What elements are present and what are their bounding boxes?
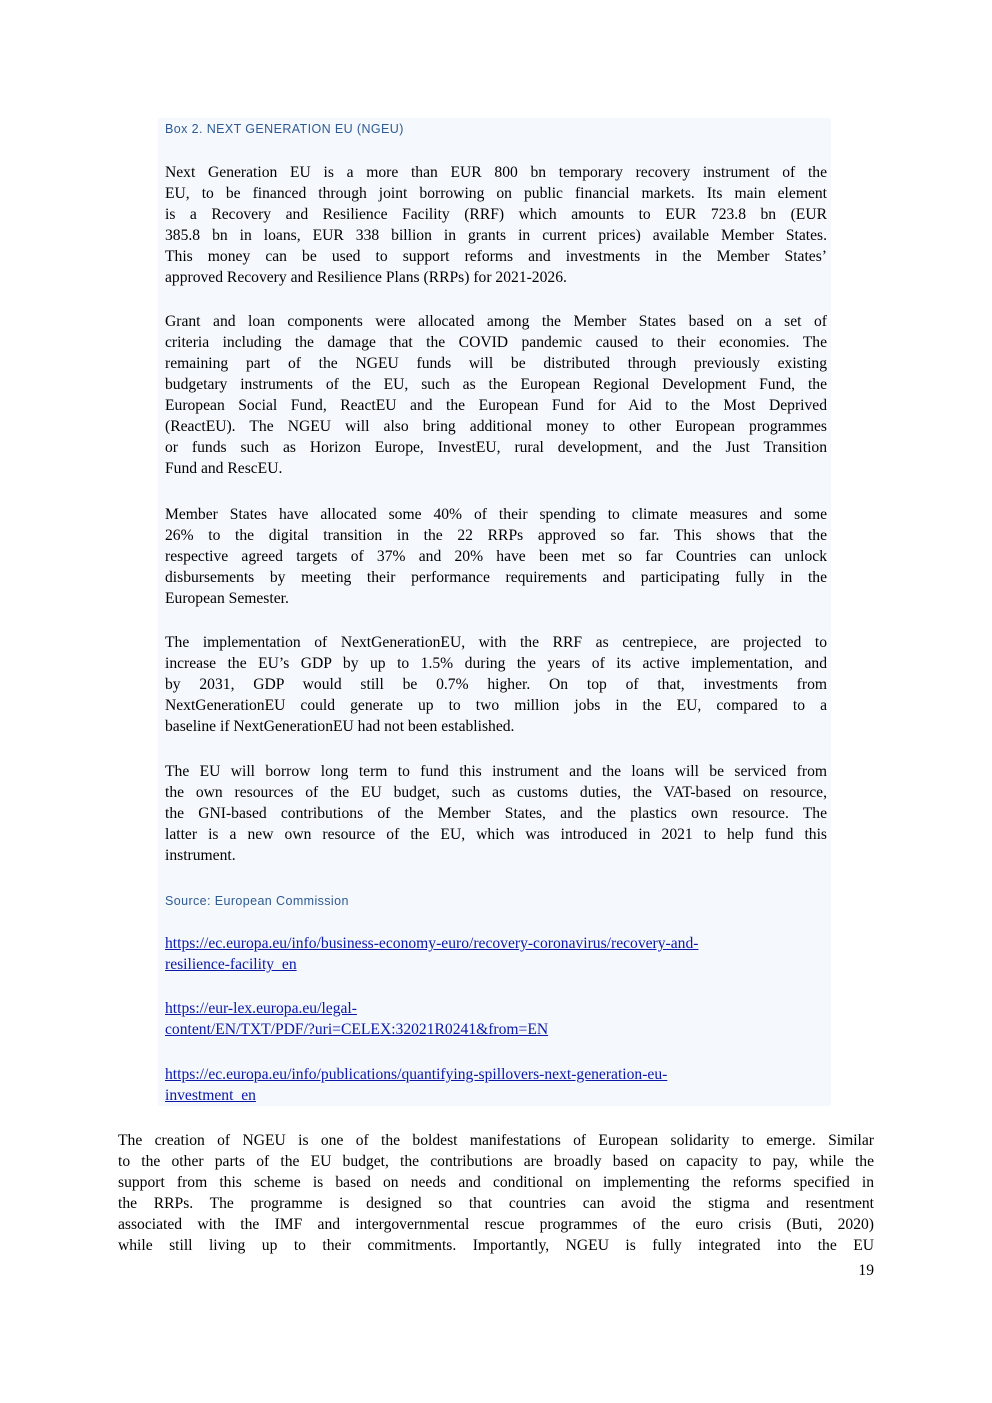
text-line: the own resources of the EU budget, such as customs duties, the VAT-based on resource, bbox=[165, 784, 827, 801]
text-line: is a Recovery and Resilience Facility (RRF) which amounts to EUR 723.8 bn (EUR bbox=[165, 206, 827, 223]
box-paragraph-4 bbox=[165, 632, 827, 737]
text-line: Fund and RescEU. bbox=[165, 460, 283, 477]
text-line: while still living up to their commitments. Importantly, NGEU is fully integrated into the EU bbox=[118, 1237, 874, 1254]
text-line: The implementation of NextGenerationEU, with the RRF as centrepiece, are projected to bbox=[165, 634, 827, 651]
link-spillovers[interactable] bbox=[165, 1064, 667, 1106]
page-number: 19 bbox=[858, 1262, 874, 1279]
text-line: support from this scheme is based on needs and conditional on implementing the reforms specified in bbox=[118, 1174, 874, 1191]
text-line: the GNI-based contributions of the Member States, and the plastics own resource. The bbox=[165, 805, 827, 822]
link-line[interactable]: investment_en bbox=[165, 1087, 256, 1104]
body-paragraph bbox=[118, 1130, 874, 1256]
text-line: European Social Fund, ReactEU and the European Fund for Aid to the Most Deprived bbox=[165, 397, 827, 414]
text-line: remaining part of the NGEU funds will be distributed through previously existing bbox=[165, 355, 827, 372]
text-line: the RRPs. The programme is designed so that countries can avoid the stigma and resentment bbox=[118, 1195, 874, 1212]
box-paragraph-5 bbox=[165, 761, 827, 866]
link-line[interactable]: content/EN/TXT/PDF/?uri=CELEX:32021R0241&from=EN bbox=[165, 1021, 549, 1038]
text-line: increase the EU’s GDP by up to 1.5% during the years of its active implementation, and bbox=[165, 655, 827, 672]
box-paragraph-2 bbox=[165, 311, 827, 479]
text-line: respective agreed targets of 37% and 20% have been met so far Countries can unlock bbox=[165, 548, 827, 565]
text-line: The creation of NGEU is one of the boldest manifestations of European solidarity to emerge. Similar bbox=[118, 1132, 874, 1149]
text-line: criteria including the damage that the COVID pandemic caused to their economies. The bbox=[165, 334, 827, 351]
text-line: Next Generation EU is a more than EUR 800 bn temporary recovery instrument of the bbox=[165, 164, 827, 181]
text-line: Grant and loan components were allocated among the Member States based on a set of bbox=[165, 313, 827, 330]
text-line: 26% to the digital transition in the 22 RRPs approved so far. This shows that the bbox=[165, 527, 827, 544]
text-line: budgetary instruments of the EU, such as the European Regional Development Fund, the bbox=[165, 376, 827, 393]
link-line[interactable]: https://ec.europa.eu/info/publications/quantifying-spillovers-next-generation-eu- bbox=[165, 1066, 668, 1083]
text-line: approved Recovery and Resilience Plans (RRPs) for 2021-2026. bbox=[165, 269, 567, 286]
link-rrf[interactable] bbox=[165, 933, 698, 975]
text-line: to the other parts of the EU budget, the contributions are broadly based on capacity to pay, while the bbox=[118, 1153, 874, 1170]
text-line: latter is a new own resource of the EU, which was introduced in 2021 to help fund this bbox=[165, 826, 827, 843]
text-line: instrument. bbox=[165, 847, 236, 864]
link-line[interactable]: https://ec.europa.eu/info/business-economy-euro/recovery-coronavirus/recovery-and- bbox=[165, 935, 699, 952]
text-line: associated with the IMF and intergovernmental rescue programmes of the euro crisis (Buti, 2020) bbox=[118, 1216, 874, 1233]
text-line: European Semester. bbox=[165, 590, 289, 607]
text-line: Member States have allocated some 40% of their spending to climate measures and some bbox=[165, 506, 827, 523]
text-line: This money can be used to support reforms and investments in the Member States’ bbox=[165, 248, 827, 265]
box-paragraph-3 bbox=[165, 504, 827, 609]
text-line: by 2031, GDP would still be 0.7% higher. On top of that, investments from bbox=[165, 676, 827, 693]
text-line: EU, to be financed through joint borrowing on public financial markets. Its main element bbox=[165, 185, 827, 202]
text-line: baseline if NextGenerationEU had not been established. bbox=[165, 718, 515, 735]
text-line: or funds such as Horizon Europe, InvestEU, rural development, and the Just Transition bbox=[165, 439, 827, 456]
text-line: 385.8 bn in loans, EUR 338 billion in grants in current prices) available Member States. bbox=[165, 227, 827, 244]
link-line[interactable]: resilience-facility_en bbox=[165, 956, 297, 973]
text-line: The EU will borrow long term to fund this instrument and the loans will be serviced from bbox=[165, 763, 827, 780]
text-line: disbursements by meeting their performance requirements and participating fully in the bbox=[165, 569, 827, 586]
text-line: (ReactEU). The NGEU will also bring additional money to other European programmes bbox=[165, 418, 827, 435]
link-eur-lex[interactable] bbox=[165, 998, 548, 1040]
text-line: NextGenerationEU could generate up to two million jobs in the EU, compared to a bbox=[165, 697, 827, 714]
link-line[interactable]: https://eur-lex.europa.eu/legal- bbox=[165, 1000, 357, 1017]
box-title: Box 2. NEXT GENERATION EU (NGEU) bbox=[165, 122, 404, 136]
box-paragraph-1 bbox=[165, 162, 827, 288]
box-source: Source: European Commission bbox=[165, 894, 349, 908]
